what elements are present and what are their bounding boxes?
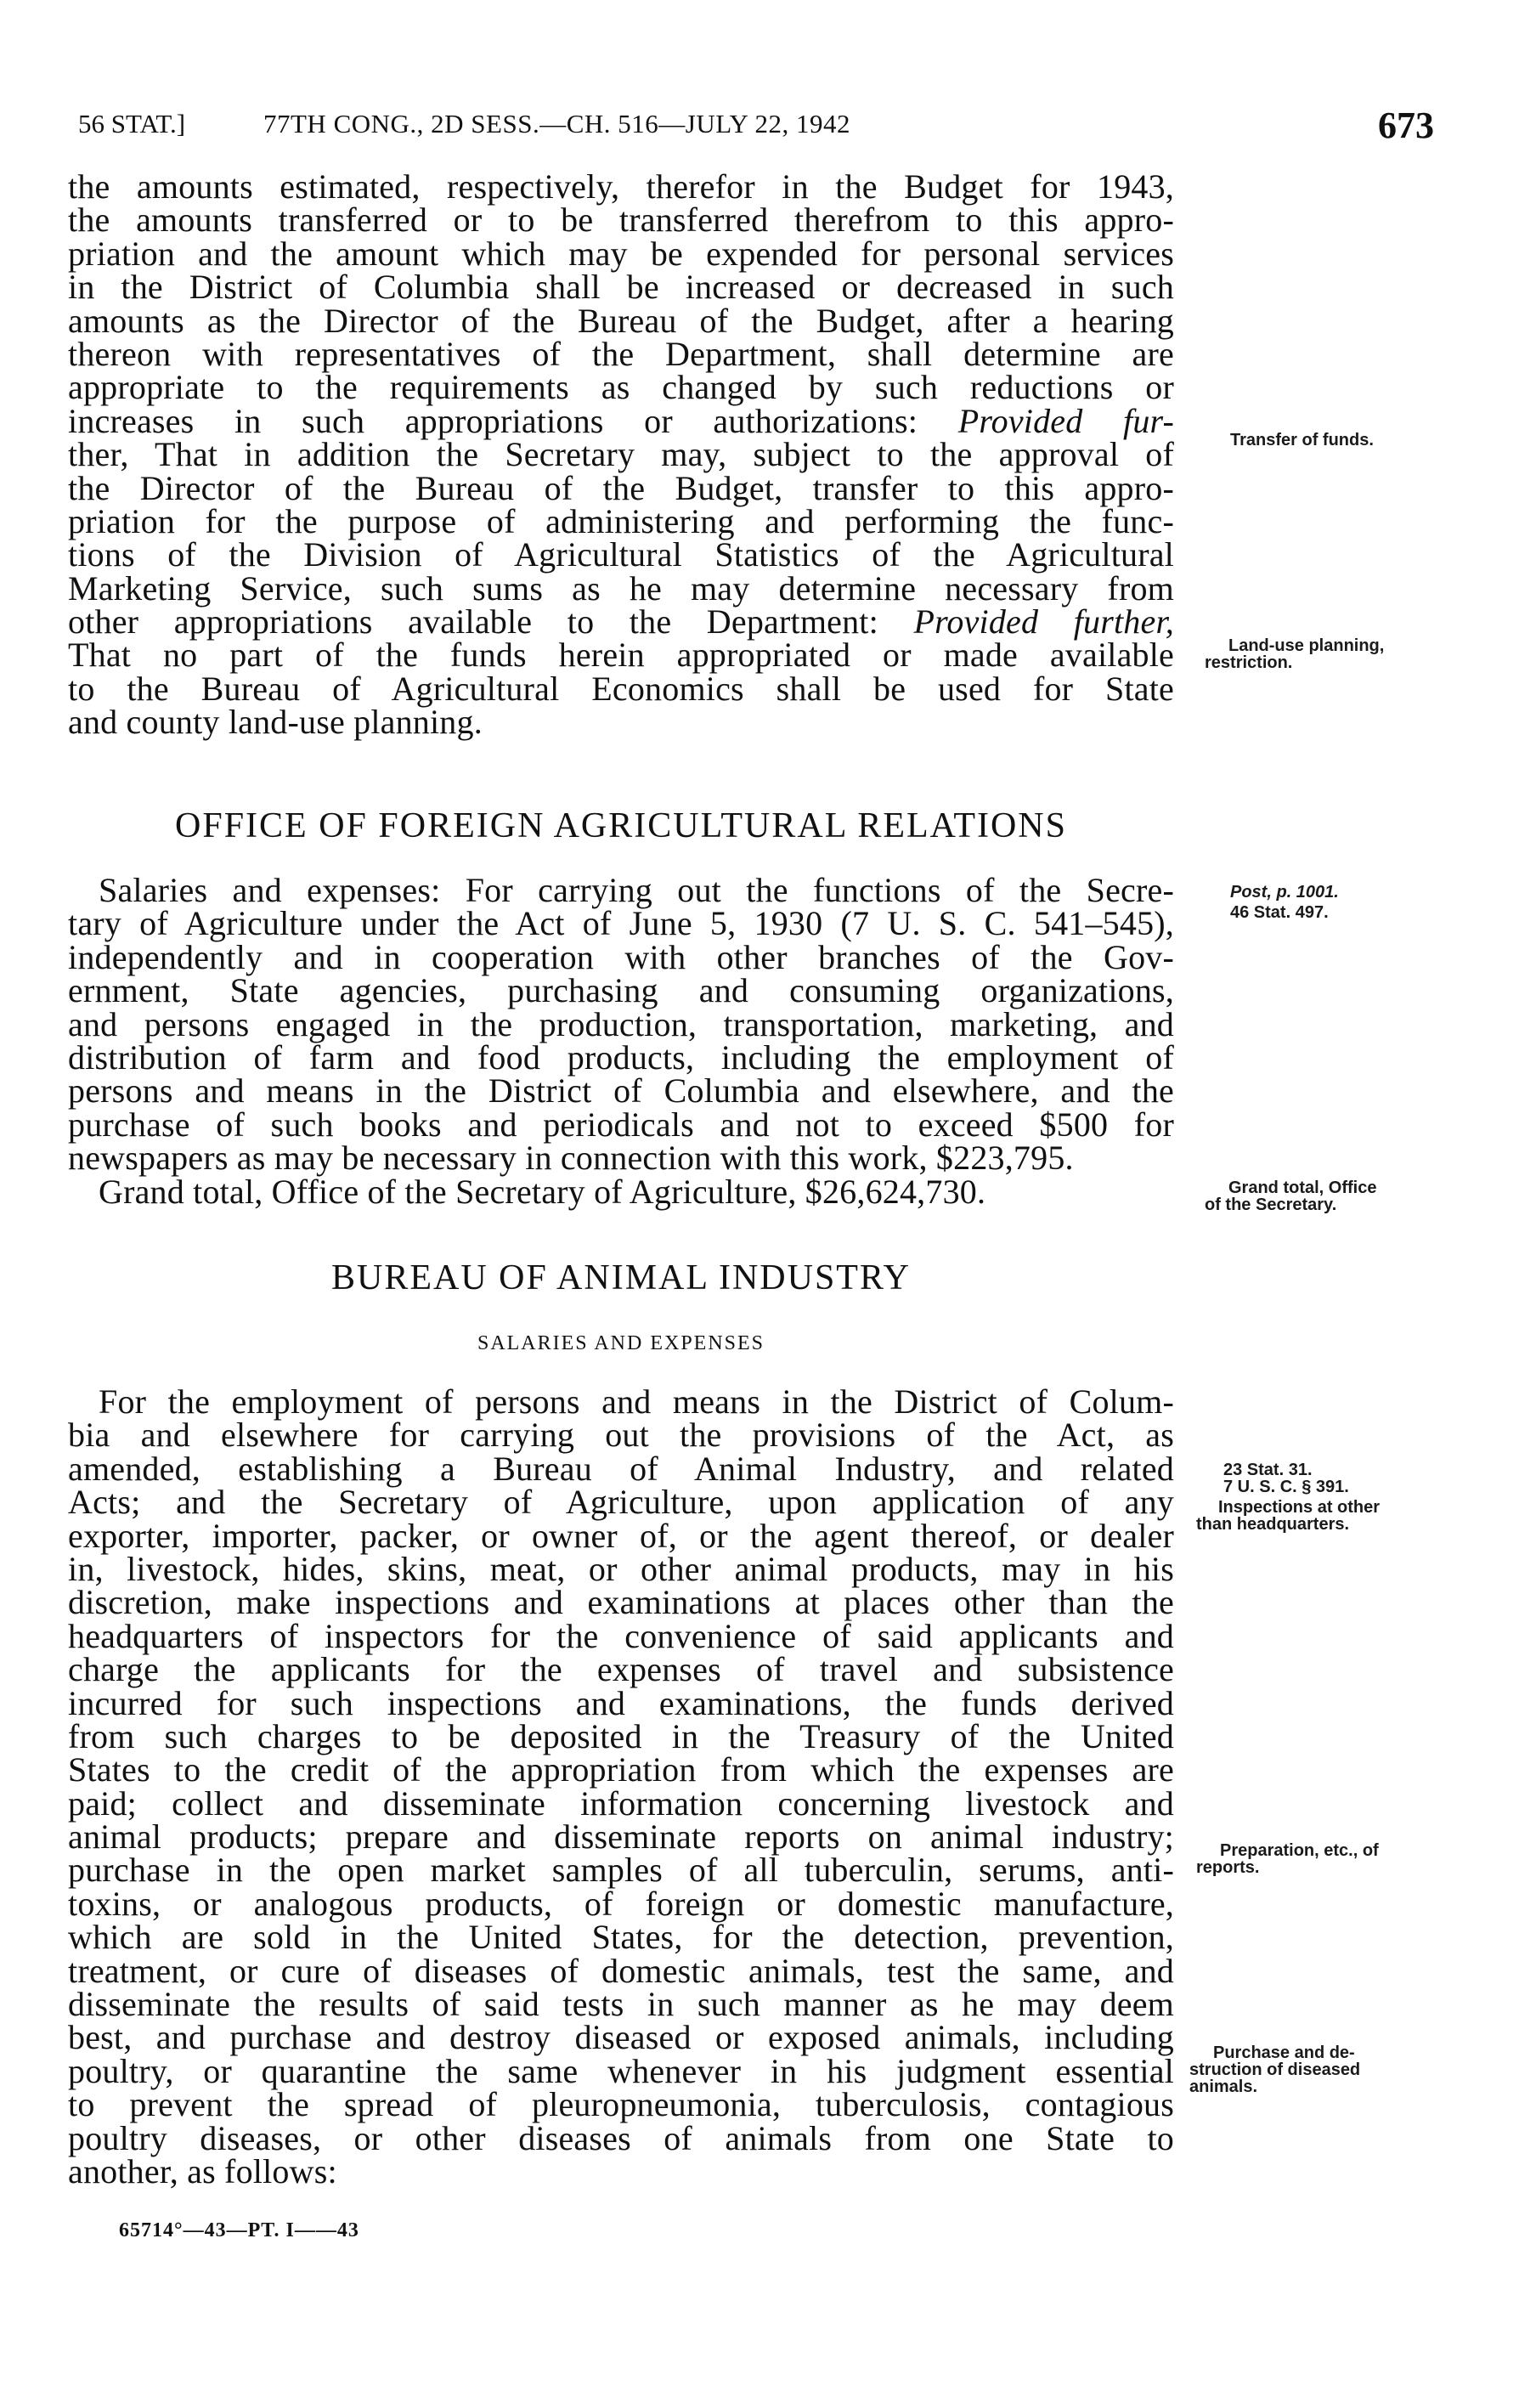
text-line: Marketing Service, such sums as he may determine necessary from (68, 568, 1174, 608)
subheading-salaries: SALARIES AND EXPENSES (477, 1332, 765, 1354)
text-line: States to the credit of the appropriation from which the expenses are (68, 1750, 1174, 1789)
text-line: to prevent the spread of pleuropneumonia, tuberculosis, contagious (68, 2085, 1174, 2124)
text-line: discretion, make inspections and examinations at places other than the (68, 1583, 1174, 1622)
text-line: in, livestock, hides, skins, meat, or other animal products, may in his (68, 1549, 1174, 1588)
text-line: the amounts estimated, respectively, therefor in the Budget for 1943, (68, 167, 1174, 206)
session-line: 77TH CONG., 2D SESS.—CH. 516—JULY 22, 1942 (263, 109, 851, 138)
text-line: For the employment of persons and means in the District of Colum- (99, 1382, 1174, 1421)
text-line: which are sold in the United States, for the detection, prevention, (68, 1918, 1174, 1957)
text-line: in the District of Columbia shall be increased or decreased in such (68, 268, 1174, 307)
text-line: the Director of the Bureau of the Budget, transfer to this appro- (68, 468, 1174, 507)
text-line: tary of Agriculture under the Act of June 5, 1930 (7 U. S. C. 541–545), (68, 904, 1174, 943)
text-line: appropriate to the requirements as changed by such reductions or (68, 368, 1174, 407)
paragraph-animal-industry (68, 1382, 1174, 2190)
text-line: Acts; and the Secretary of Agriculture, upon application of any (68, 1483, 1174, 1522)
text-line: amended, establishing a Bureau of Animal Industry, and related (68, 1449, 1174, 1488)
text-line: the amounts transferred or to be transferred therefrom to this appro- (68, 201, 1174, 240)
paragraph-salaries-expenses (68, 871, 1174, 1211)
margin-note-statute: 23 Stat. 31. 7 U. S. C. § 391. (1223, 1461, 1349, 1496)
text-line: incurred for such inspections and examinations, the funds derived (68, 1683, 1174, 1722)
text-line: animal products; prepare and disseminate reports on animal industry; (68, 1817, 1174, 1857)
text-line: exporter, importer, packer, or owner of, or the agent thereof, or dealer (68, 1516, 1174, 1555)
margin-note-references: Post, p. 1001. 46 Stat. 497. (1230, 883, 1339, 922)
text-line: purchase in the open market samples of all tuberculin, serums, anti- (68, 1851, 1174, 1890)
text-line: priation for the purpose of administering and performing the func- (68, 501, 1174, 540)
text-line: newspapers as may be necessary in connection with this work, $223,795. (68, 1139, 1074, 1178)
text-line: paid; collect and disseminate information concerning livestock and (68, 1783, 1174, 1823)
margin-note-transfer: Transfer of funds. (1230, 431, 1374, 449)
volume-reference: 56 STAT.] (78, 109, 186, 138)
text-line: headquarters of inspectors for the convenience of said applicants and (68, 1616, 1174, 1655)
text-line: and county land-use planning. (68, 703, 483, 742)
text-line: from such charges to be deposited in the Treasury of the United (68, 1716, 1174, 1755)
text-line: another, as follows: (68, 2151, 337, 2190)
text-line: ther, That in addition the Secretary may, subject to the approval of (68, 435, 1174, 474)
text-line: tions of the Division of Agricultural Statistics of the Agricultural (68, 535, 1174, 574)
text-line: persons and means in the District of Columbia and elsewhere, and the (68, 1071, 1174, 1111)
margin-note-land-use: Land-use planning, restriction. (1205, 636, 1385, 672)
text-line: to the Bureau of Agricultural Economics shall be used for State (68, 669, 1174, 708)
text-line: other appropriations available to the Department: Provided further, (68, 602, 1174, 642)
page-number: 673 (1378, 105, 1434, 146)
text-line: independently and in cooperation with other branches of the Gov- (68, 937, 1174, 976)
text-line: amounts as the Director of the Bureau of the Budget, after a hearing (68, 301, 1174, 340)
text-line: and persons engaged in the production, transportation, marketing, and (68, 1004, 1174, 1043)
text-line: Salaries and expenses: For carrying out the functions of the Secre- (99, 871, 1174, 909)
italic-proviso: Provided further, (913, 602, 1174, 642)
text-line: charge the applicants for the expenses of travel and subsistence (68, 1650, 1174, 1689)
text-line: bia and elsewhere for carrying out the provisions of the Act, as (68, 1416, 1174, 1455)
text-line: thereon with representatives of the Department, shall determine are (68, 334, 1174, 373)
text-line: purchase of such books and periodicals and not to exceed $500 for (68, 1105, 1174, 1144)
paragraph-budget-transfer (68, 167, 1175, 742)
text-line: toxins, or analogous products, of foreign or domestic manufacture, (68, 1884, 1174, 1923)
printer-signature: 65714°—43—PT. I——43 (119, 2219, 359, 2241)
text-line: distribution of farm and food products, including the employment of (68, 1037, 1174, 1077)
text-line: increases in such appropriations or authorizations: Provided fur- (68, 401, 1175, 440)
section-heading-bai: BUREAU OF ANIMAL INDUSTRY (331, 1258, 911, 1297)
italic-proviso: Provided fur- (957, 401, 1175, 440)
margin-note-reports: Preparation, etc., of reports. (1196, 1841, 1379, 1877)
grand-total-line: Grand total, Office of the Secretary of Agriculture, $26,624,730. (99, 1172, 986, 1211)
text-line: treatment, or cure of diseases of domestic animals, test the same, and (68, 1951, 1174, 1990)
margin-note-purchase: Purchase and de- struction of diseased animals. (1189, 2043, 1361, 2096)
text-line: ernment, State agencies, purchasing and consuming organizations, (68, 971, 1174, 1010)
margin-note-grand-total: Grand total, Office of the Secretary. (1205, 1179, 1377, 1214)
text-line: best, and purchase and destroy diseased or exposed animals, including (68, 2018, 1174, 2057)
text-line: priation and the amount which may be expended for personal services (68, 234, 1174, 273)
text-line: disseminate the results of said tests in such manner as he may deem (68, 1985, 1174, 2024)
text-line: poultry diseases, or other diseases of animals from one State to (68, 2118, 1174, 2157)
margin-note-inspections: Inspections at other than headquarters. (1196, 1498, 1381, 1534)
section-heading-ofar: OFFICE OF FOREIGN AGRICULTURAL RELATIONS (175, 806, 1067, 845)
text-line: poultry, or quarantine the same whenever in his judgment essential (68, 2051, 1174, 2090)
text-line: That no part of the funds herein appropriated or made available (68, 636, 1174, 675)
